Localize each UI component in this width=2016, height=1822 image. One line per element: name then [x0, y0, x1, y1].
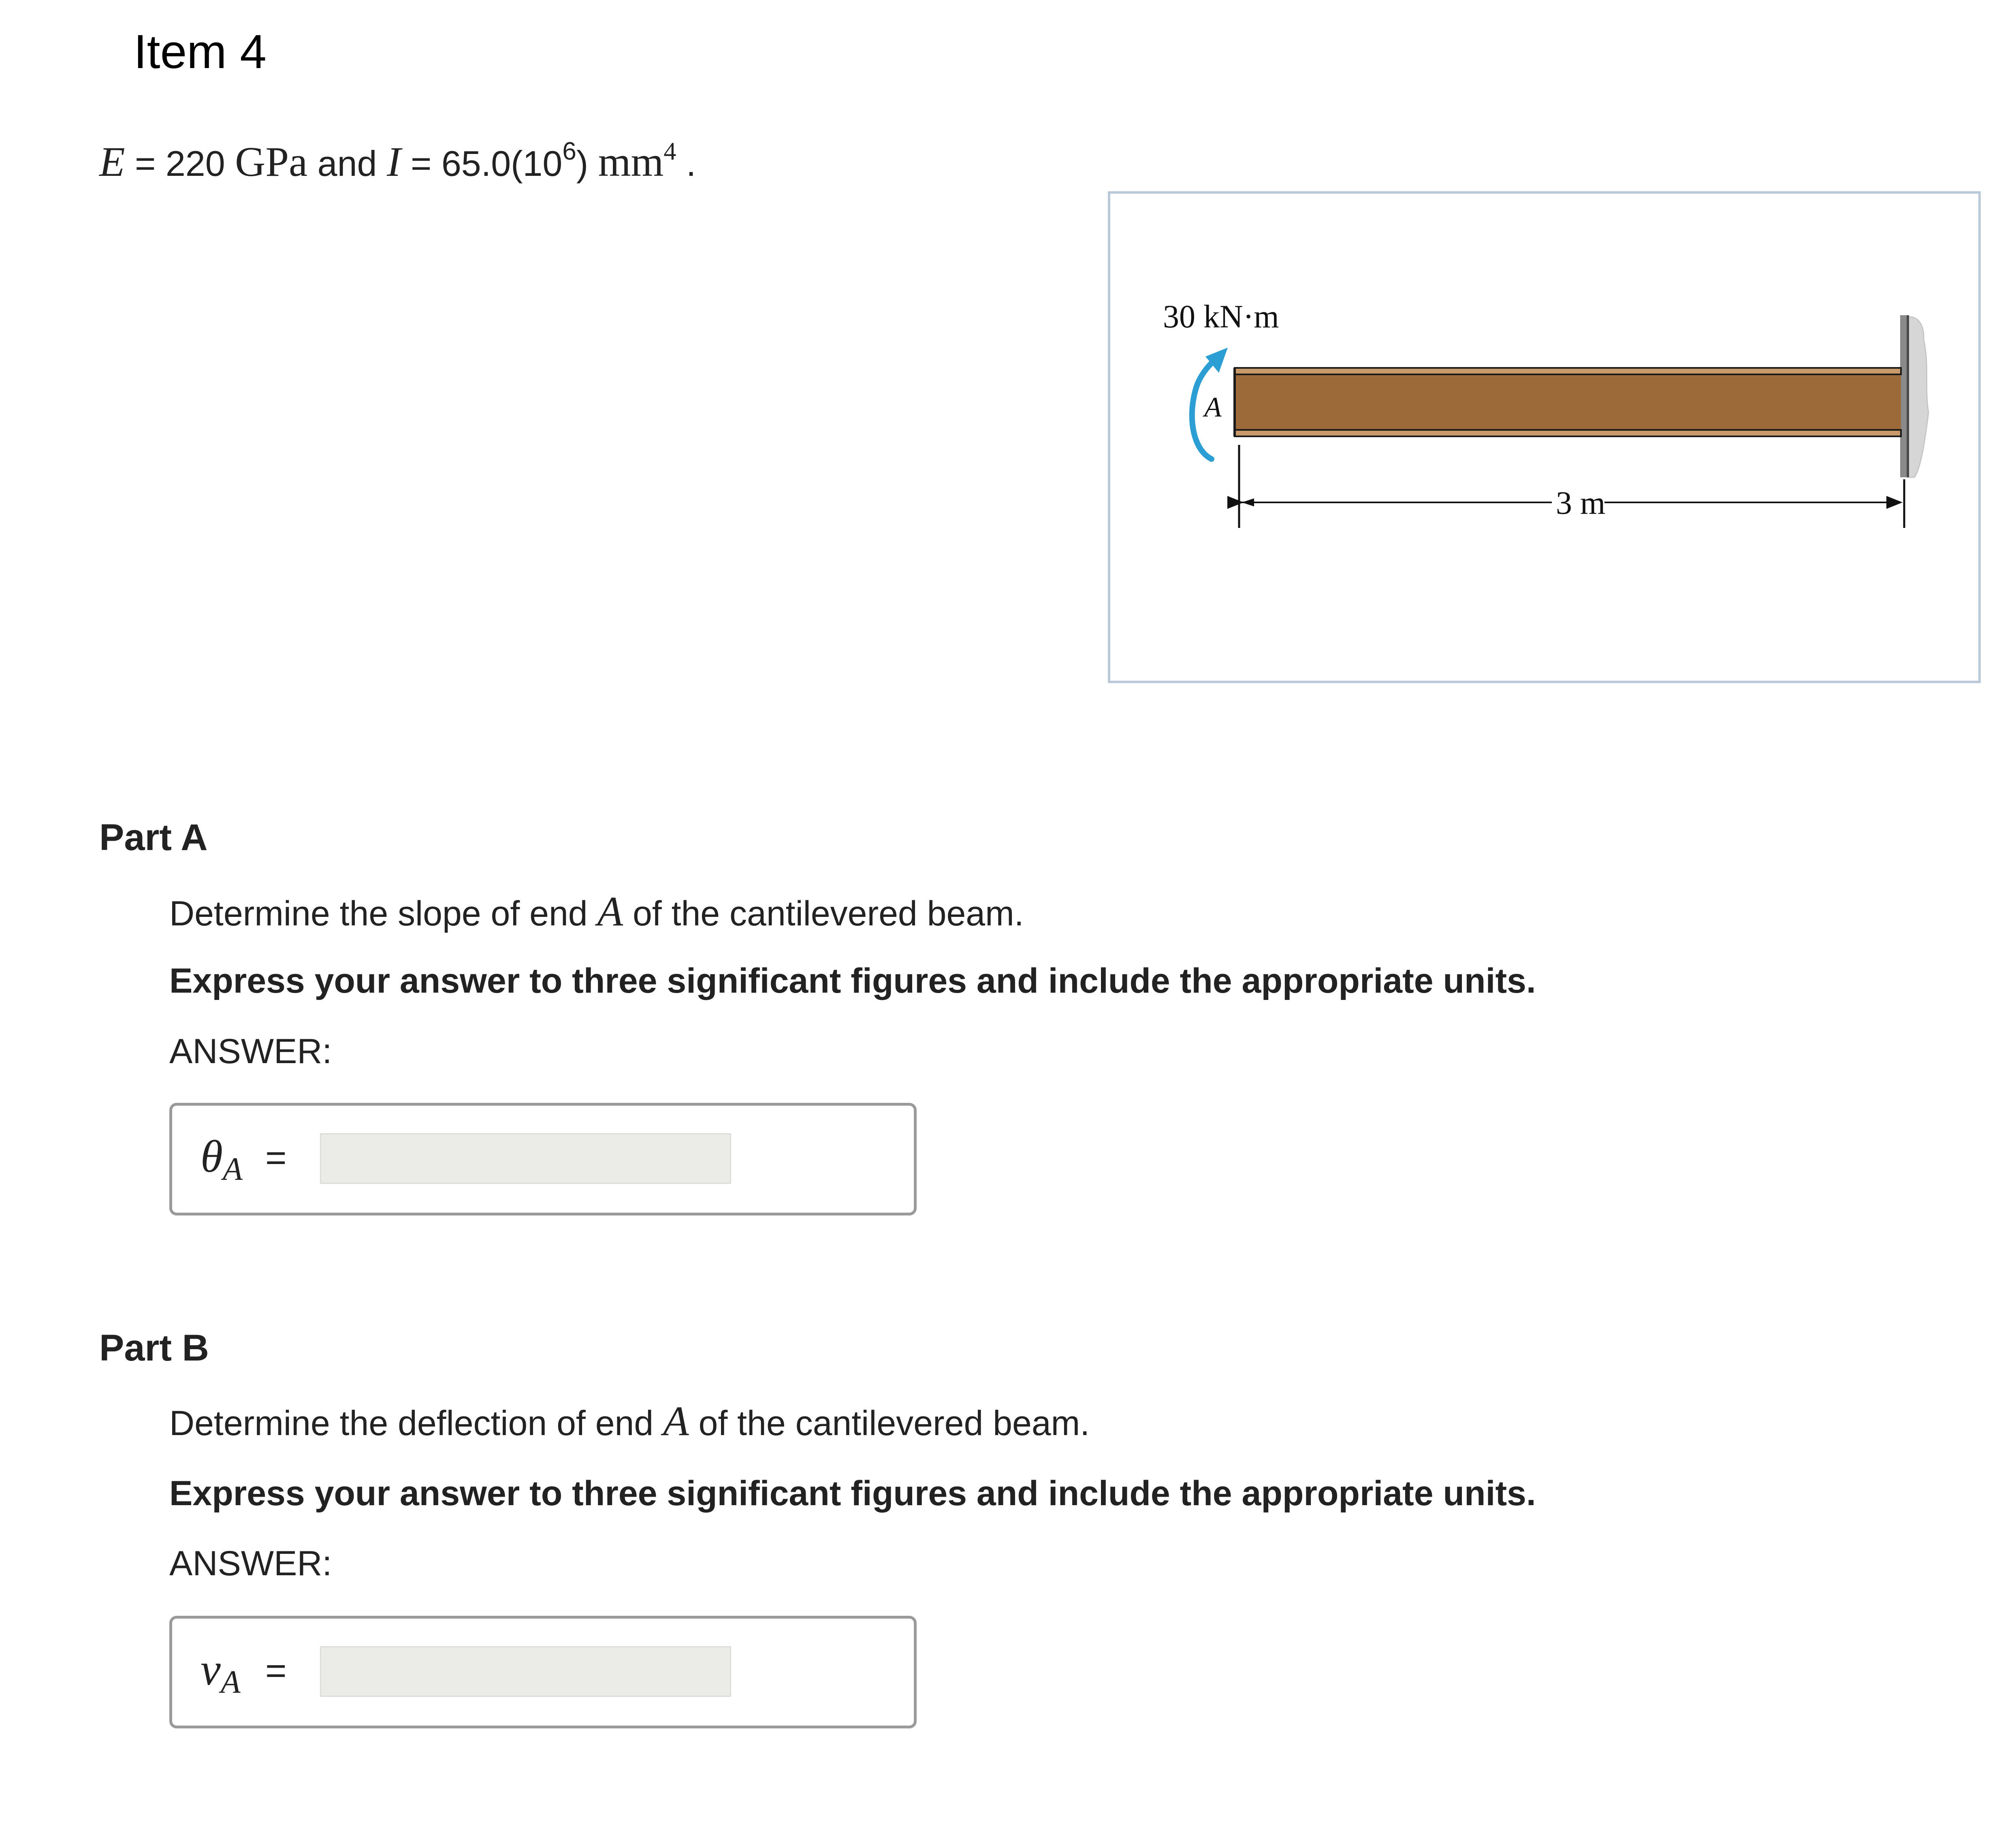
- part-a-instruction: Express your answer to three significant figures and include the appropriate units.: [169, 961, 1536, 1000]
- theta-symbol: θ: [201, 1132, 223, 1182]
- beam-diagram: [1110, 194, 1978, 681]
- theta-subscript: A: [223, 1151, 243, 1187]
- v-symbol: v: [201, 1645, 221, 1695]
- moment-label: 30 kN·m: [1163, 299, 1279, 335]
- exponent-6: 6: [562, 137, 576, 165]
- and-text: and: [307, 143, 387, 184]
- i-value: = 65.0(10: [401, 143, 563, 184]
- beam-figure: [1108, 191, 1981, 683]
- v-subscript: A: [220, 1664, 241, 1700]
- part-a-answer-label: ANSWER:: [169, 1032, 332, 1071]
- part-a-answer-input[interactable]: [320, 1133, 731, 1184]
- length-label: 3 m: [1556, 485, 1606, 521]
- fixed-support-wall: [1900, 315, 1929, 477]
- part-a-question-post: of the cantilevered beam.: [623, 894, 1024, 933]
- v-a-symbol: [201, 1644, 241, 1700]
- part-b-instruction: Express your answer to three significant figures and include the appropriate units.: [169, 1474, 1536, 1513]
- close-paren: ): [576, 143, 598, 184]
- theta-a-symbol: [201, 1131, 243, 1187]
- part-b-answer-box: [169, 1616, 917, 1728]
- part-a-question-pre: Determine the slope of end: [169, 894, 597, 933]
- part-b-title: Part B: [99, 1327, 209, 1369]
- given-values: [99, 138, 696, 186]
- exponent-4: 4: [663, 137, 676, 165]
- part-b-question-pre: Determine the deflection of end: [169, 1404, 663, 1443]
- part-b-answer-label: ANSWER:: [169, 1544, 332, 1583]
- part-a-question-var: A: [597, 888, 623, 935]
- point-a-label: A: [1204, 392, 1222, 423]
- item-title: Item 4: [134, 25, 267, 79]
- part-b-answer-input[interactable]: [320, 1646, 731, 1697]
- part-a-answer-box: [169, 1103, 917, 1215]
- period: .: [676, 143, 696, 184]
- e-value: = 220: [125, 143, 235, 184]
- e-symbol: E: [99, 139, 125, 185]
- part-a-title: Part A: [99, 817, 208, 858]
- part-b-question: [169, 1397, 1090, 1445]
- part-a-equals: =: [265, 1138, 287, 1178]
- cantilever-beam: [1235, 368, 1901, 436]
- part-b-question-post: of the cantilevered beam.: [689, 1404, 1090, 1443]
- e-unit: GPa: [235, 139, 308, 185]
- i-unit: mm: [598, 139, 664, 185]
- part-b-equals: =: [265, 1651, 287, 1691]
- part-b-question-var: A: [663, 1398, 689, 1444]
- i-symbol: I: [386, 139, 401, 185]
- part-a-question: [169, 887, 1024, 936]
